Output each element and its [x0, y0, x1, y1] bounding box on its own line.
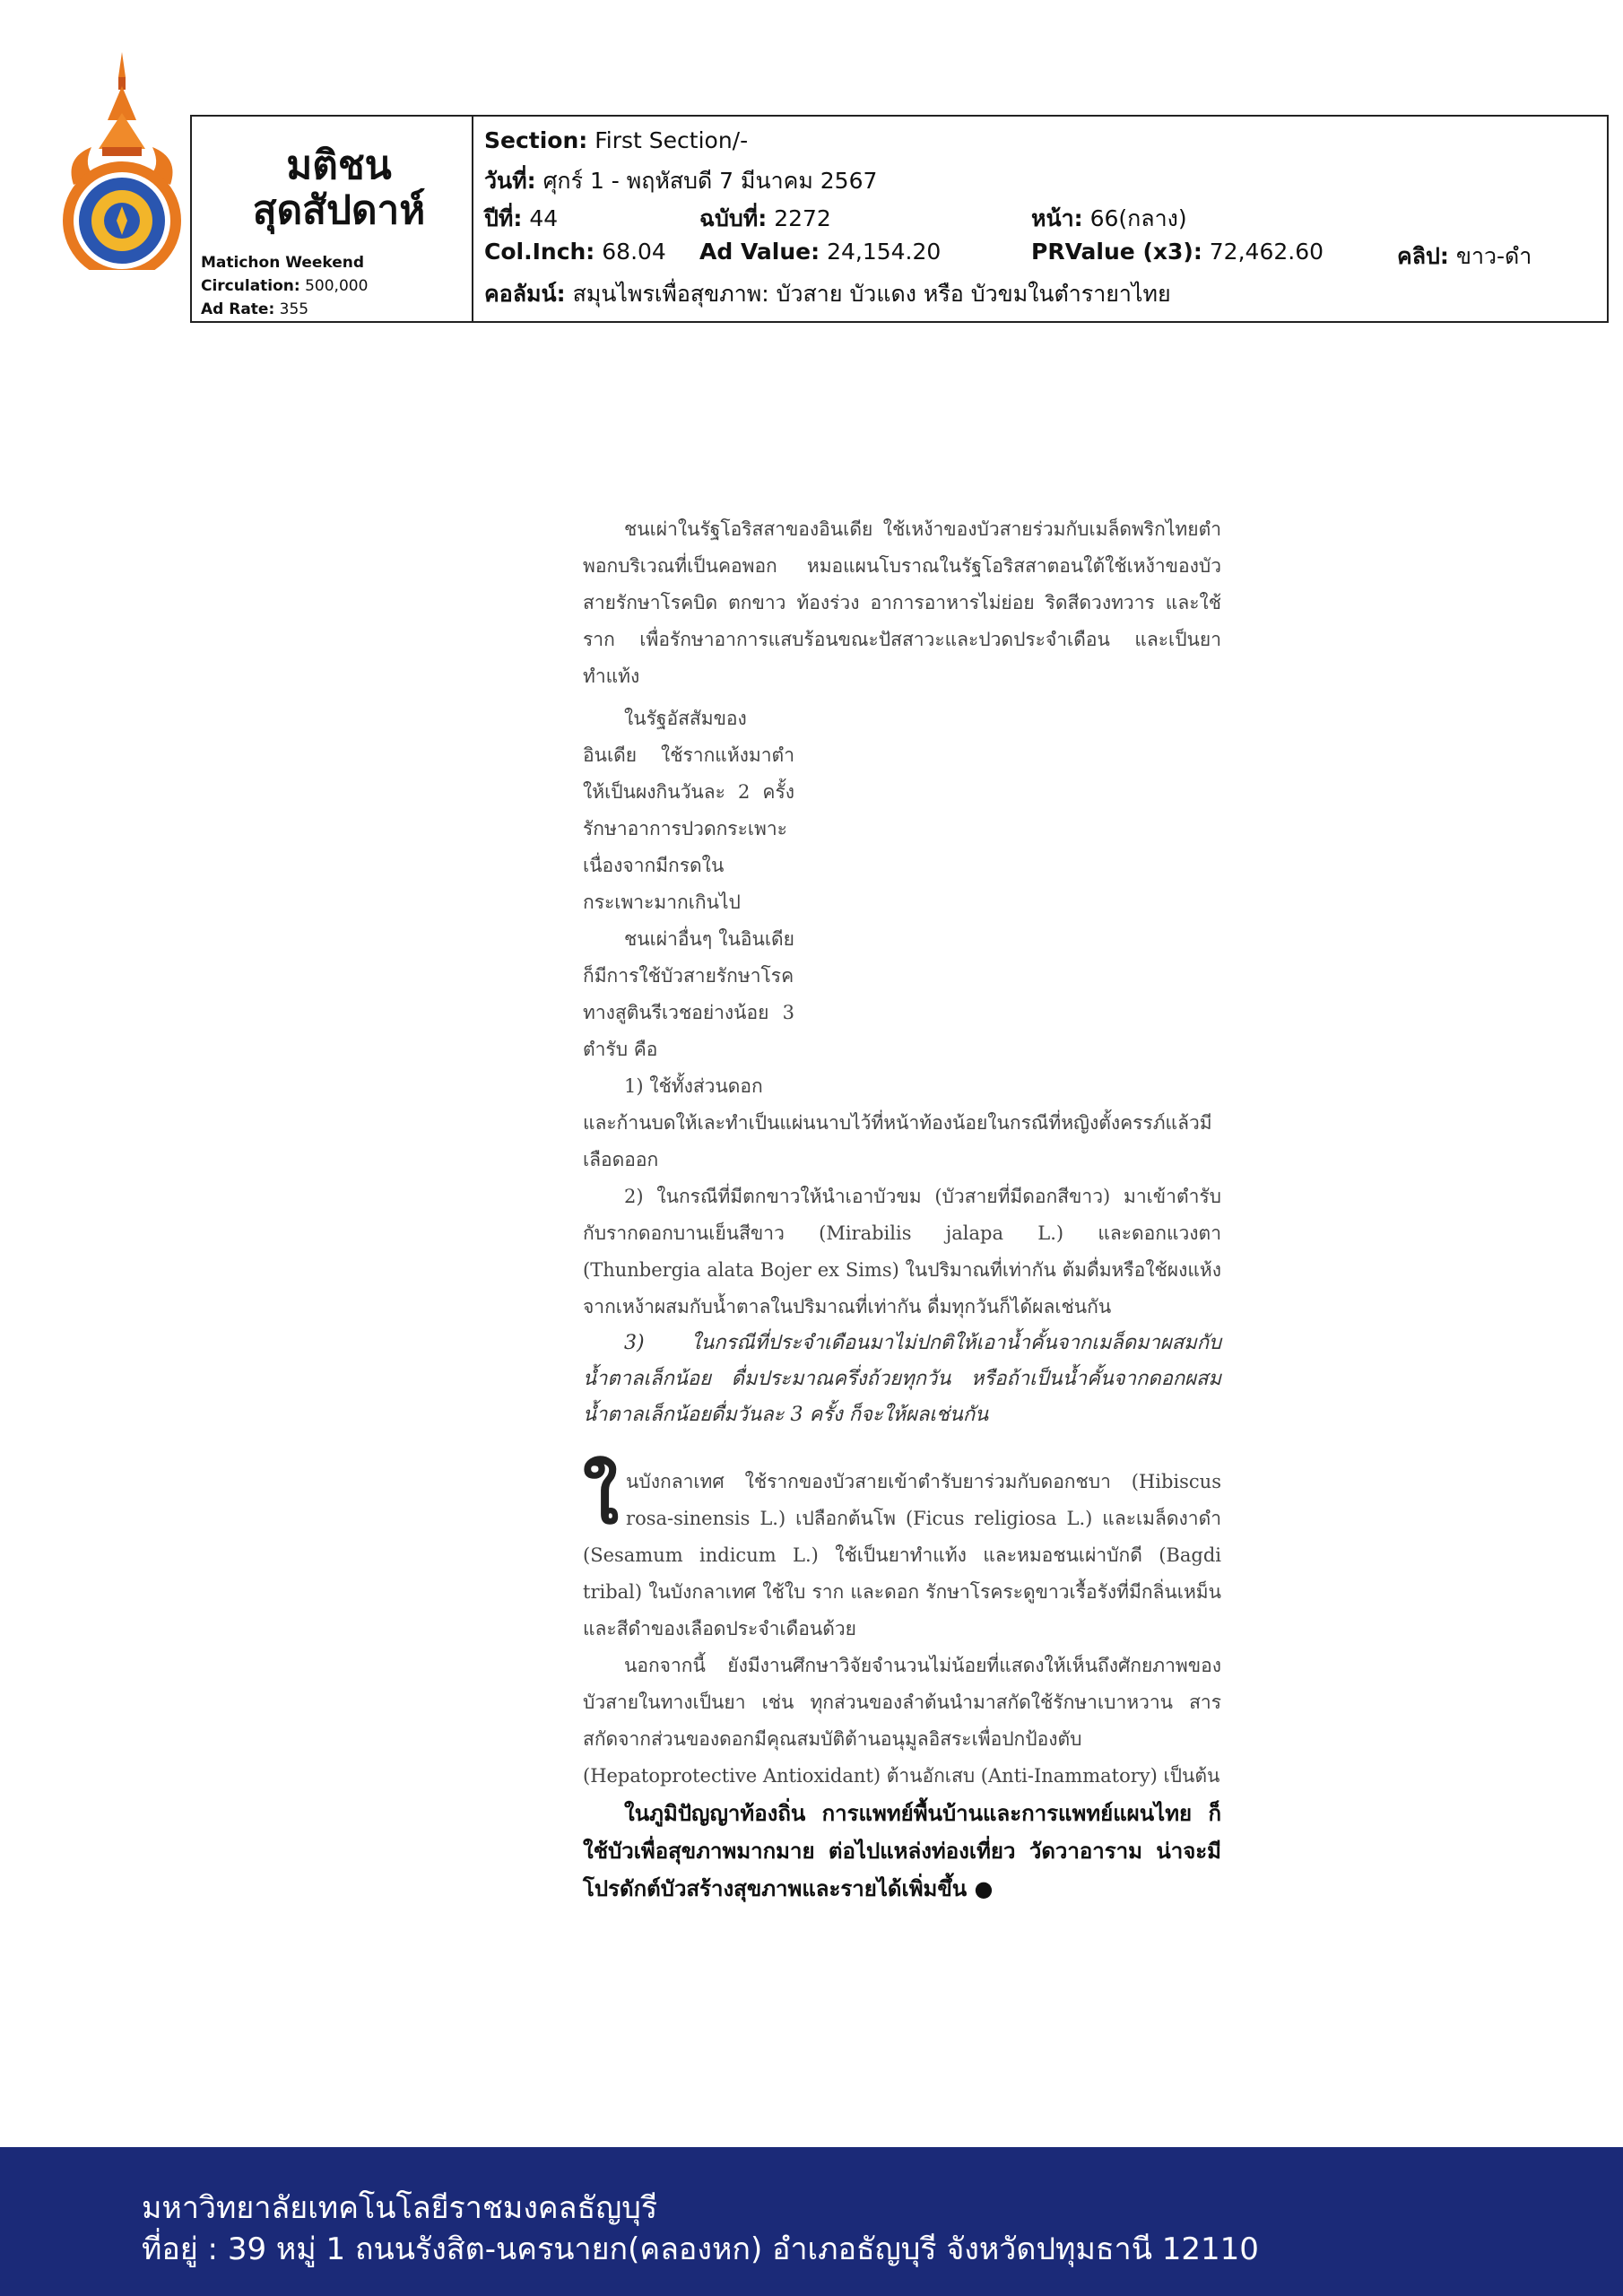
article-paragraph-6: 3) ในกรณีที่ประจำเดือนมาไม่ปกติให้เอาน้ำคั้นจากเมล็ดมาผสมกับน้ำตาลเล็กน้อย ดื่มประมาณครึ่งถ้วยทุกวัน หรือถ้าเป็นน้ำคั้นจากดอกผสมน้ำตาลเล็กน้อยดื่มวันละ 3 ครั้ง ก็จะให้ผลเช่นกัน [583, 1332, 1221, 1426]
drop-cap: ใ [583, 1455, 620, 1541]
footer-bar [0, 2147, 1623, 2296]
footer-university-name: มหาวิทยาลัยเทคโนโลยีราชมงคลธัญบุรี [142, 2190, 658, 2226]
article-paragraph-4-rest: และก้านบดให้เละทำเป็นแผ่นนาบไว้ที่หน้าท้องน้อยในกรณีที่หญิงตั้งครรภ์แล้วมีเลือดออก [583, 1112, 1212, 1170]
article-body [583, 511, 1221, 1908]
article-paragraph-2: ในรัฐอัสสัมของอินเดีย ใช้รากแห้งมาตำให้เป็นผงกินวันละ 2 ครั้งรักษาอาการปวดกระเพาะเนื่องจากมีกรดในกระเพาะมากเกินไป [583, 708, 794, 913]
prvalue-label: PRValue (x3): [1031, 239, 1202, 265]
clip-label: คลิป: [1397, 243, 1449, 269]
circulation-label: Circulation: [201, 277, 300, 295]
press-clipping-info-table [190, 115, 1609, 323]
date-row [484, 163, 877, 199]
article-closing-paragraph: ในภูมิปัญญาท้องถิ่น การแพทย์พื้นบ้านและการแพทย์แผนไทย ก็ใช้บัวเพื่อสุขภาพมากมาย ต่อไปแหล่งท่องเที่ยว วัดวาอาราม น่าจะมีโปรดักต์บัวสร้างสุขภาพและรายได้เพิ่มขึ้น ● [583, 1800, 1221, 1901]
date-value: ศุกร์ 1 - พฤหัสบดี 7 มีนาคม 2567 [542, 168, 878, 194]
footer-address: ที่อยู่ : 39 หมู่ 1 ถนนรังสิต-นครนายก(คลองหก) อำเภอธัญบุรี จังหวัดปทุมธานี 12110 [142, 2231, 1259, 2267]
advalue-label: Ad Value: [699, 239, 820, 265]
page-value: 66(กลาง) [1089, 205, 1187, 231]
article-paragraph-1: ชนเผ่าในรัฐโอริสสาของอินเดีย ใช้เหง้าของบัวสายร่วมกับเมล็ดพริกไทยตำพอกบริเวณที่เป็นคอพอก หมอแผนโบราณในรัฐโอริสสาตอนใต้ใช้เหง้าของบัวสายรักษาโรคบิด ตกขาว ท้องร่วง อาการอาหารไม่ย่อย ริดสีดวงทวาร และใช้ราก เพื่อรักษาอาการแสบร้อนขณะปัสสาวะและปวดประจำเดือน และเป็นยาทำแท้ง [583, 518, 1221, 687]
issue-label: ฉบับที่: [699, 205, 768, 231]
article-paragraph-3: ชนเผ่าอื่นๆ ในอินเดียก็มีการใช้บัวสายรักษาโรคทางสูตินรีเวชอย่างน้อย 3 ตำรับ คือ [583, 928, 794, 1060]
publication-name: Matichon Weekend [201, 254, 365, 272]
advalue-value: 24,154.20 [827, 239, 942, 265]
column-row [484, 276, 1171, 312]
publication-meta [201, 251, 368, 321]
year-label: ปีที่: [484, 205, 523, 231]
circulation-value: 500,000 [305, 277, 369, 295]
section-row [484, 127, 748, 153]
ad-rate-value: 355 [279, 300, 309, 318]
colinch-label: Col.Inch: [484, 239, 595, 265]
prvalue-value: 72,462.60 [1209, 239, 1324, 265]
university-emblem-icon [56, 50, 188, 270]
article-paragraph-7 [583, 1455, 1221, 1648]
date-label: วันที่: [484, 168, 536, 194]
clipping-details-cell [473, 117, 1607, 321]
article-paragraph-7-text: นบังกลาเทศ ใช้รากของบัวสายเข้าตำรับยาร่วมกับดอกชบา (Hibiscus rosa-sinensis L.) เปลือกต้นโพ (Ficus religiosa L.) และเมล็ดงาดำ (Sesamum indicum L.) ใช้เป็นยาทำแท้ง และหมอชนเผ่าบักดี (Bagdi tribal) ในบังกลาเทศ ใช้ใบ ราก และดอก รักษาโรคระดูขาวเรื้อรังที่มีกลิ่นเหม็นและสีดำของเลือดประจำเดือนด้วย [583, 1471, 1221, 1639]
clip-value: ขาว-ดำ [1455, 243, 1532, 269]
column-label: คอลัมน์: [484, 281, 566, 307]
ad-rate-label: Ad Rate: [201, 300, 275, 318]
article-paragraph-5: 2) ในกรณีที่มีตกขาวให้นำเอาบัวขม (บัวสายที่มีดอกสีขาว) มาเข้าตำรับกับรากดอกบานเย็นสีขาว (Mirabilis jalapa L.) และดอกแวงตา (Thunbergia alata Bojer ex Sims) ในปริมาณที่เท่ากัน ต้มดื่มหรือใช้ผงแห้งจากเหง้าผสมกับน้ำตาลในปริมาณที่เท่ากัน ดื่มทุกวันก็ได้ผลเช่นกัน [583, 1186, 1221, 1318]
colinch-value: 68.04 [602, 239, 666, 265]
section-label: Section: [484, 127, 588, 153]
page-label: หน้า: [1031, 205, 1083, 231]
year-value: 44 [529, 205, 559, 231]
section-value: First Section/- [595, 127, 749, 153]
publication-logo-text: มติชน สุดสัปดาห์ [252, 143, 426, 233]
column-value: สมุนไพรเพื่อสุขภาพ: บัวสาย บัวแดง หรือ บัวขมในตำรายาไทย [572, 281, 1171, 307]
article-paragraph-4-start: 1) ใช้ทั้งส่วนดอก [624, 1075, 763, 1097]
issue-value: 2272 [774, 205, 831, 231]
article-paragraph-8: นอกจากนี้ ยังมีงานศึกษาวิจัยจำนวนไม่น้อยที่แสดงให้เห็นถึงศักยภาพของบัวสายในทางเป็นยา เช่น ทุกส่วนของลำต้นนำมาสกัดใช้รักษาเบาหวาน สารสกัดจากส่วนของดอกมีคุณสมบัติต้านอนุมูลอิสระเพื่อปกป้องตับ (Hepatoprotective Antioxidant) ต้านอักเสบ (Anti-Inammatory) เป็นต้น [583, 1655, 1221, 1787]
publication-brand-cell [192, 117, 473, 321]
